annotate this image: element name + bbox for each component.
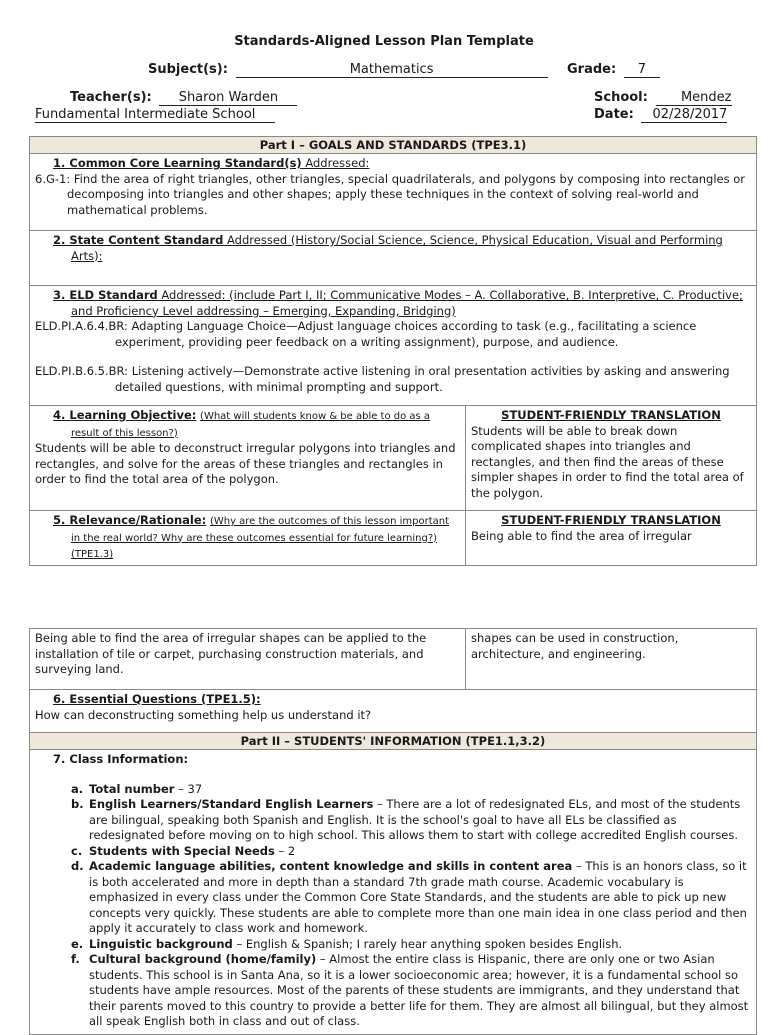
s3-tail: Addressed: (include Part I, II; Communicative Modes – A. Collaborative, B. Interpretive, C. Productive; and Proficiency Level addressing – Emerging, Expanding, Bridging) <box>71 288 743 318</box>
s5-body: Being able to find the area of irregular shapes can be applied to the installation of tile or carpet, purchasing construction materials, and surveying land. <box>35 631 427 676</box>
section-4-translation <box>466 406 757 511</box>
part1-table <box>29 136 757 566</box>
section-4 <box>30 406 466 511</box>
list-item <box>35 937 751 953</box>
s4-note: (What will students know & be able to do as a result of this lesson?) <box>71 411 431 439</box>
date-value: 02/28/2017 <box>641 107 727 123</box>
s3-body-2: ELD.PI.B.6.5.BR: Listening actively—Demonstrate active listening in oral presentation activities by asking and answering detailed questions, with minimal prompting and support. <box>35 364 730 394</box>
list-item <box>35 782 751 798</box>
s5-translation-b: shapes can be used in construction, architecture, and engineering. <box>471 631 679 661</box>
item-label: Students with Special Needs <box>89 843 275 858</box>
s4-body: Students will be able to deconstruct irregular polygons into triangles and rectangles, and solve for the areas of these triangles and rectangles in order to find the total area of the polygon. <box>35 441 456 486</box>
s2-tail: Addressed (History/Social Science, Science, Physical Education, Visual and Performing Arts): <box>71 233 723 263</box>
grade-label: Grade: <box>567 62 617 77</box>
teacher-label: Teacher(s): <box>70 90 152 105</box>
date-row <box>594 107 727 123</box>
subject-row <box>148 62 548 78</box>
s4-head: 4. Learning Objective: <box>53 408 197 422</box>
school-value-cont: Fundamental Intermediate School <box>35 107 275 123</box>
item-marker: c. <box>71 843 83 858</box>
teacher-row <box>70 90 297 106</box>
section-1 <box>30 154 757 231</box>
item-label: Academic language abilities, content knowledge and skills in content area <box>89 859 573 873</box>
list-item <box>35 859 751 937</box>
item-marker: a. <box>71 781 84 796</box>
school-value-cont-row <box>35 107 275 123</box>
item-text: – 37 <box>174 781 203 796</box>
item-marker: e. <box>71 936 84 951</box>
s3-head: 3. ELD Standard <box>53 288 158 302</box>
s3-body-1: ELD.PI.A.6.4.BR: Adapting Language Choice—Adjust language choices according to task (e.g., facilitating a science experiment, providing peer feedback on a writing assignment), purpose, and audience. <box>35 319 697 349</box>
s4-translation: Students will be able to break down complicated shapes into triangles and rectangles, and then find the areas of these simpler shapes in order to find the total area of the polygon. <box>471 423 744 500</box>
section-5 <box>30 511 466 566</box>
part2-header: Part II – STUDENTS' INFORMATION (TPE1.1,3.2) <box>30 733 757 750</box>
list-item <box>35 844 751 860</box>
s5-translation-a: Being able to find the area of irregular <box>471 528 692 543</box>
item-text: – English & Spanish; I rarely hear anything spoken besides English. <box>232 936 623 951</box>
subject-value: Mathematics <box>236 62 548 78</box>
section-6 <box>30 690 757 733</box>
grade-value: 7 <box>624 62 660 78</box>
item-label: English Learners/Standard English Learners <box>89 797 374 811</box>
section-2 <box>30 231 757 286</box>
s6-body: How can deconstructing something help us understand it? <box>35 707 372 722</box>
s5-translation-cont-cell <box>466 629 757 690</box>
item-marker: f. <box>71 952 80 966</box>
item-label: Total number <box>89 781 175 796</box>
s5-body-cell <box>30 629 466 690</box>
item-marker: d. <box>71 859 84 873</box>
school-row <box>594 90 732 106</box>
s5-translation-head: STUDENT-FRIENDLY TRANSLATION <box>501 513 721 527</box>
item-text: – Almost the entire class is Hispanic, there are only one or two Asian students. This school is in Santa Ana, so it is a lower socioeconomic area; however, it is a fundamental school so students have ample resources. Most of the parents of these students are immigrants, and they understand that their parents moved to this country to provide a better life for them. They are almost all bilingual, but they almost all speak English both in class and out of class. <box>89 952 749 1028</box>
continuation-table <box>29 628 757 1035</box>
item-text: – 2 <box>274 843 296 858</box>
item-text: – There are a lot of redesignated ELs, and most of the students are bilingual, speaking both Spanish and English. It is the school's goal to have all ELs be classified as redesignated before moving on to high school. This allows them to start with college accredited English courses. <box>89 797 741 842</box>
section-7 <box>30 750 757 1035</box>
teacher-value: Sharon Warden <box>159 90 297 106</box>
s1-body: 6.G-1: Find the area of right triangles, other triangles, special quadrilaterals, and polygons by composing into rectangles or decomposing into triangles and other shapes; apply these techniques in the context of solving real-world and mathematical problems. <box>35 171 746 217</box>
s5-note: (Why are the outcomes of this lesson important in the real world? Why are these outcomes essential for future learning?)(TPE1.3) <box>71 516 450 560</box>
class-info-list <box>35 782 751 1030</box>
s7-head: 7. Class Information: <box>53 752 189 766</box>
s4-translation-head: STUDENT-FRIENDLY TRANSLATION <box>501 408 721 422</box>
section-5-translation <box>466 511 757 566</box>
s2-head: 2. State Content Standard <box>53 233 224 247</box>
s5-head: 5. Relevance/Rationale: <box>53 513 207 527</box>
s1-head: 1. Common Core Learning Standard(s) <box>53 156 302 170</box>
document-title: Standards-Aligned Lesson Plan Template <box>234 34 534 49</box>
part1-header: Part I – GOALS AND STANDARDS (TPE3.1) <box>30 137 757 154</box>
grade-row <box>567 62 660 78</box>
item-marker: b. <box>71 797 84 811</box>
s6-head: 6. Essential Questions (TPE1.5): <box>53 692 261 706</box>
date-label: Date: <box>594 107 634 122</box>
s1-tail: Addressed: <box>301 156 370 170</box>
item-label: Linguistic background <box>89 936 233 951</box>
section-3 <box>30 286 757 406</box>
item-text: – This is an honors class, so it is both accelerated and more in depth than a standard 7th grade math course. Academic vocabulary is emphasized in every class under the Common Core State Standards, and the students are able to pick up new concepts very quickly. These students are able to complete more than one main idea in one class period and then apply it accurately to class work and homework. <box>89 859 747 935</box>
subject-label: Subject(s): <box>148 62 228 77</box>
list-item <box>35 797 751 844</box>
list-item <box>35 952 751 1030</box>
school-label: School: <box>594 90 648 105</box>
school-value: Mendez <box>656 90 732 106</box>
item-label: Cultural background (home/family) <box>89 952 317 966</box>
